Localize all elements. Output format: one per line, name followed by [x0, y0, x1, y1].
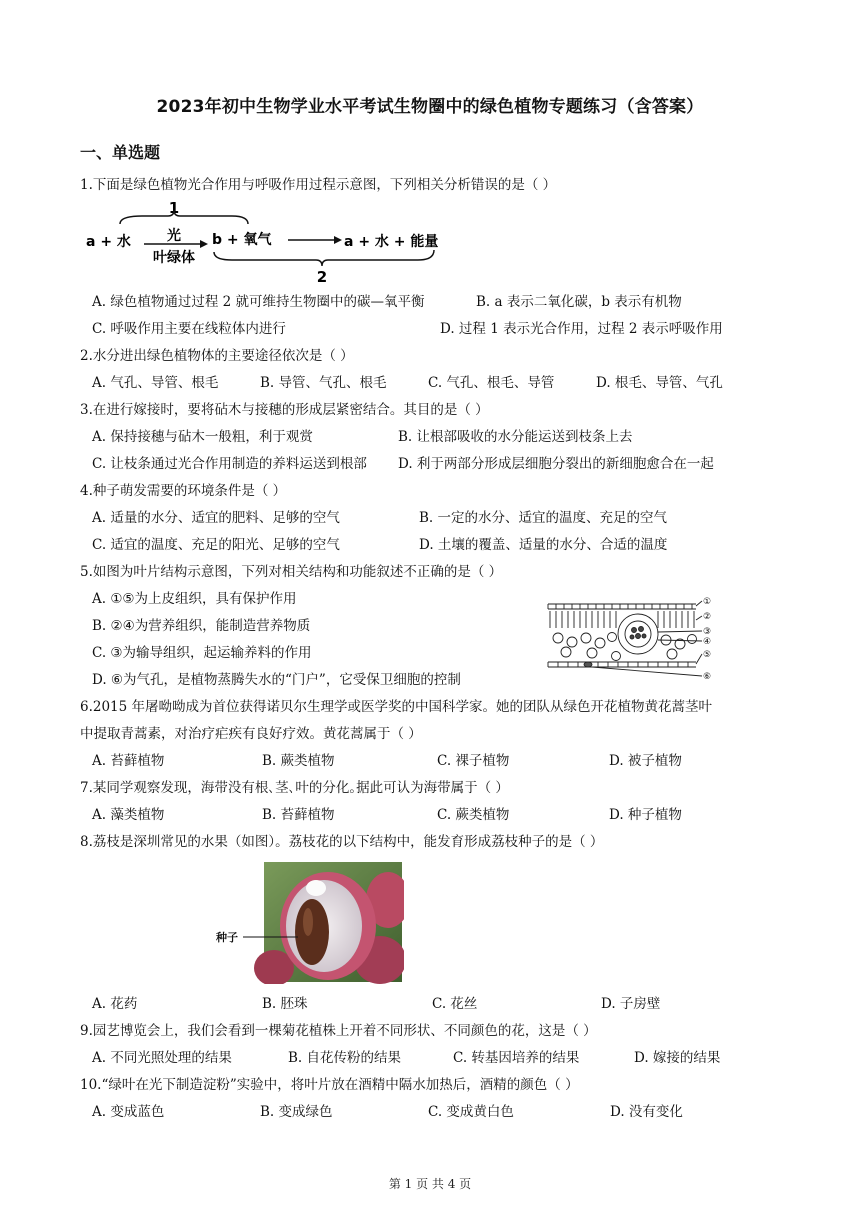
- diagram-label-2: 2: [316, 268, 328, 286]
- question-6-option-c: C. 裸子植物: [437, 753, 510, 769]
- seed-label: 种子: [216, 931, 238, 944]
- diagram-products: b + 氧气: [212, 232, 272, 248]
- question-5-stem: 5.如图为叶片结构示意图，下列对相关结构和功能叙述不正确的是（ ）: [80, 564, 503, 580]
- question-6-stem-line-2: 中提取青蒿素，对治疗疟疾有良好疗效。黄花蒿属于（ ）: [80, 726, 422, 742]
- question-4-option-b: B. 一定的水分、适宜的温度、充足的空气: [419, 510, 668, 526]
- stoma: [584, 662, 592, 667]
- question-2-stem: 2.水分进出绿色植物体的主要途径依次是（ ）: [80, 348, 354, 364]
- question-9-stem: 9.园艺博览会上，我们会看到一棵菊花植株上开着不同形状、不同颜色的花，这是（ ）: [80, 1023, 597, 1039]
- label-6: ⑥: [703, 672, 712, 682]
- question-4-option-d: D. 土壤的覆盖、适量的水分、合适的温度: [419, 537, 668, 553]
- arrow-1-head: [200, 240, 208, 248]
- leaf-structure-figure: [546, 596, 716, 682]
- question-3-stem: 3.在进行嫁接时，要将砧木与接穗的形成层紧密结合。其目的是（ ）: [80, 402, 489, 418]
- question-3-option-c: C. 让枝条通过光合作用制造的养料运送到根部: [92, 456, 367, 472]
- question-6-option-b: B. 蕨类植物: [262, 753, 335, 769]
- page-footer: 第 1 页 共 4 页: [388, 1177, 472, 1191]
- question-5-option-d: D. ⑥为气孔，是植物蒸腾失水的“门户”，它受保卫细胞的控制: [92, 672, 461, 688]
- question-5-option-a: A. ①⑤为上皮组织，具有保护作用: [92, 591, 297, 607]
- brace-2: [214, 250, 434, 266]
- question-8-option-b: B. 胚珠: [262, 996, 308, 1012]
- question-2-option-c: C. 气孔、根毛、导管: [428, 375, 555, 391]
- page-title: 2023年初中生物学业水平考试生物圈中的绿色植物专题练习（含答案）: [156, 97, 704, 117]
- question-10-option-c: C. 变成黄白色: [428, 1104, 514, 1120]
- question-1-stem: 1.下面是绿色植物光合作用与呼吸作用过程示意图，下列相关分析错误的是（ ）: [80, 177, 557, 193]
- question-5-option-b: B. ②④为营养组织，能制造营养物质: [92, 618, 311, 634]
- diagram-light: 光: [167, 228, 181, 244]
- lychee-seed: [295, 899, 329, 965]
- question-9-option-b: B. 自花传粉的结果: [288, 1050, 402, 1066]
- diagram-final: a + 水 + 能量: [344, 234, 439, 250]
- question-7-option-c: C. 蕨类植物: [437, 807, 510, 823]
- section-heading: 一、单选题: [80, 143, 161, 162]
- palisade-tissue: [550, 611, 694, 628]
- question-1-option-d: D. 过程 1 表示光合作用，过程 2 表示呼吸作用: [440, 321, 723, 337]
- question-4-option-c: C. 适宜的温度、充足的阳光、足够的空气: [92, 537, 340, 553]
- label-3: ③: [703, 627, 712, 637]
- lower-epidermis: [548, 662, 696, 667]
- process-diagram: [82, 198, 452, 286]
- question-6-option-d: D. 被子植物: [609, 753, 682, 769]
- question-8-option-c: C. 花丝: [432, 996, 478, 1012]
- question-8-option-d: D. 子房壁: [601, 996, 661, 1012]
- question-9-option-d: D. 嫁接的结果: [634, 1050, 721, 1066]
- question-2-option-b: B. 导管、气孔、根毛: [260, 375, 387, 391]
- question-1-option-c: C. 呼吸作用主要在线粒体内进行: [92, 321, 286, 337]
- question-5-option-c: C. ③为输导组织，起运输养料的作用: [92, 645, 312, 661]
- question-4-option-a: A. 适量的水分、适宜的肥料、足够的空气: [92, 510, 340, 526]
- question-1-option-a: A. 绿色植物通过过程 2 就可维持生物圈中的碳—氧平衡: [92, 294, 425, 310]
- lychee-photo: [212, 860, 404, 984]
- question-9-option-c: C. 转基因培养的结果: [453, 1050, 580, 1066]
- question-3-option-d: D. 利于两部分形成层细胞分裂出的新细胞愈合在一起: [398, 456, 714, 472]
- question-7-option-a: A. 藻类植物: [92, 807, 165, 823]
- upper-epidermis: [548, 604, 692, 609]
- question-8-option-a: A. 花药: [92, 996, 138, 1012]
- question-9-option-a: A. 不同光照处理的结果: [92, 1050, 232, 1066]
- question-3-option-a: A. 保持接穗与砧木一般粗，利于观赏: [92, 429, 313, 445]
- question-10-option-b: B. 变成绿色: [260, 1104, 333, 1120]
- question-7-stem: 7.某同学观察发现，海带没有根､茎､叶的分化｡据此可认为海带属于（ ）: [80, 780, 509, 796]
- question-8-stem: 8.荔枝是深圳常见的水果（如图）。荔枝花的以下结构中，能发育形成荔枝种子的是（ ）: [80, 834, 604, 850]
- question-7-option-d: D. 种子植物: [609, 807, 682, 823]
- question-10-option-a: A. 变成蓝色: [92, 1104, 165, 1120]
- diagram-chloroplast: 叶绿体: [153, 250, 195, 266]
- question-2-option-d: D. 根毛、导管、气孔: [596, 375, 723, 391]
- question-6-option-a: A. 苔藓植物: [92, 753, 165, 769]
- label-2: ②: [703, 612, 712, 622]
- diagram-label-1: 1: [168, 199, 180, 217]
- question-2-option-a: A. 气孔、导管、根毛: [92, 375, 219, 391]
- question-6-stem-line-1: 6.2015 年屠呦呦成为首位获得诺贝尔生理学或医学奖的中国科学家。她的团队从绿色开花植物黄花蒿茎叶: [80, 699, 713, 715]
- question-10-option-d: D. 没有变化: [610, 1104, 683, 1120]
- question-3-option-b: B. 让根部吸收的水分能运送到枝条上去: [398, 429, 633, 445]
- label-5: ⑤: [703, 650, 712, 660]
- diagram-reactants: a + 水: [86, 234, 131, 250]
- question-1-option-b: B. a 表示二氧化碳，b 表示有机物: [476, 294, 682, 310]
- brace-1: [120, 210, 248, 224]
- arrow-2-head: [334, 236, 342, 244]
- label-1: ①: [703, 597, 712, 607]
- label-4: ④: [703, 637, 712, 647]
- question-4-stem: 4.种子萌发需要的环境条件是（ ）: [80, 483, 287, 499]
- question-7-option-b: B. 苔藓植物: [262, 807, 335, 823]
- question-10-stem: 10.“绿叶在光下制造淀粉”实验中，将叶片放在酒精中隔水加热后，酒精的颜色（ ）: [80, 1077, 579, 1093]
